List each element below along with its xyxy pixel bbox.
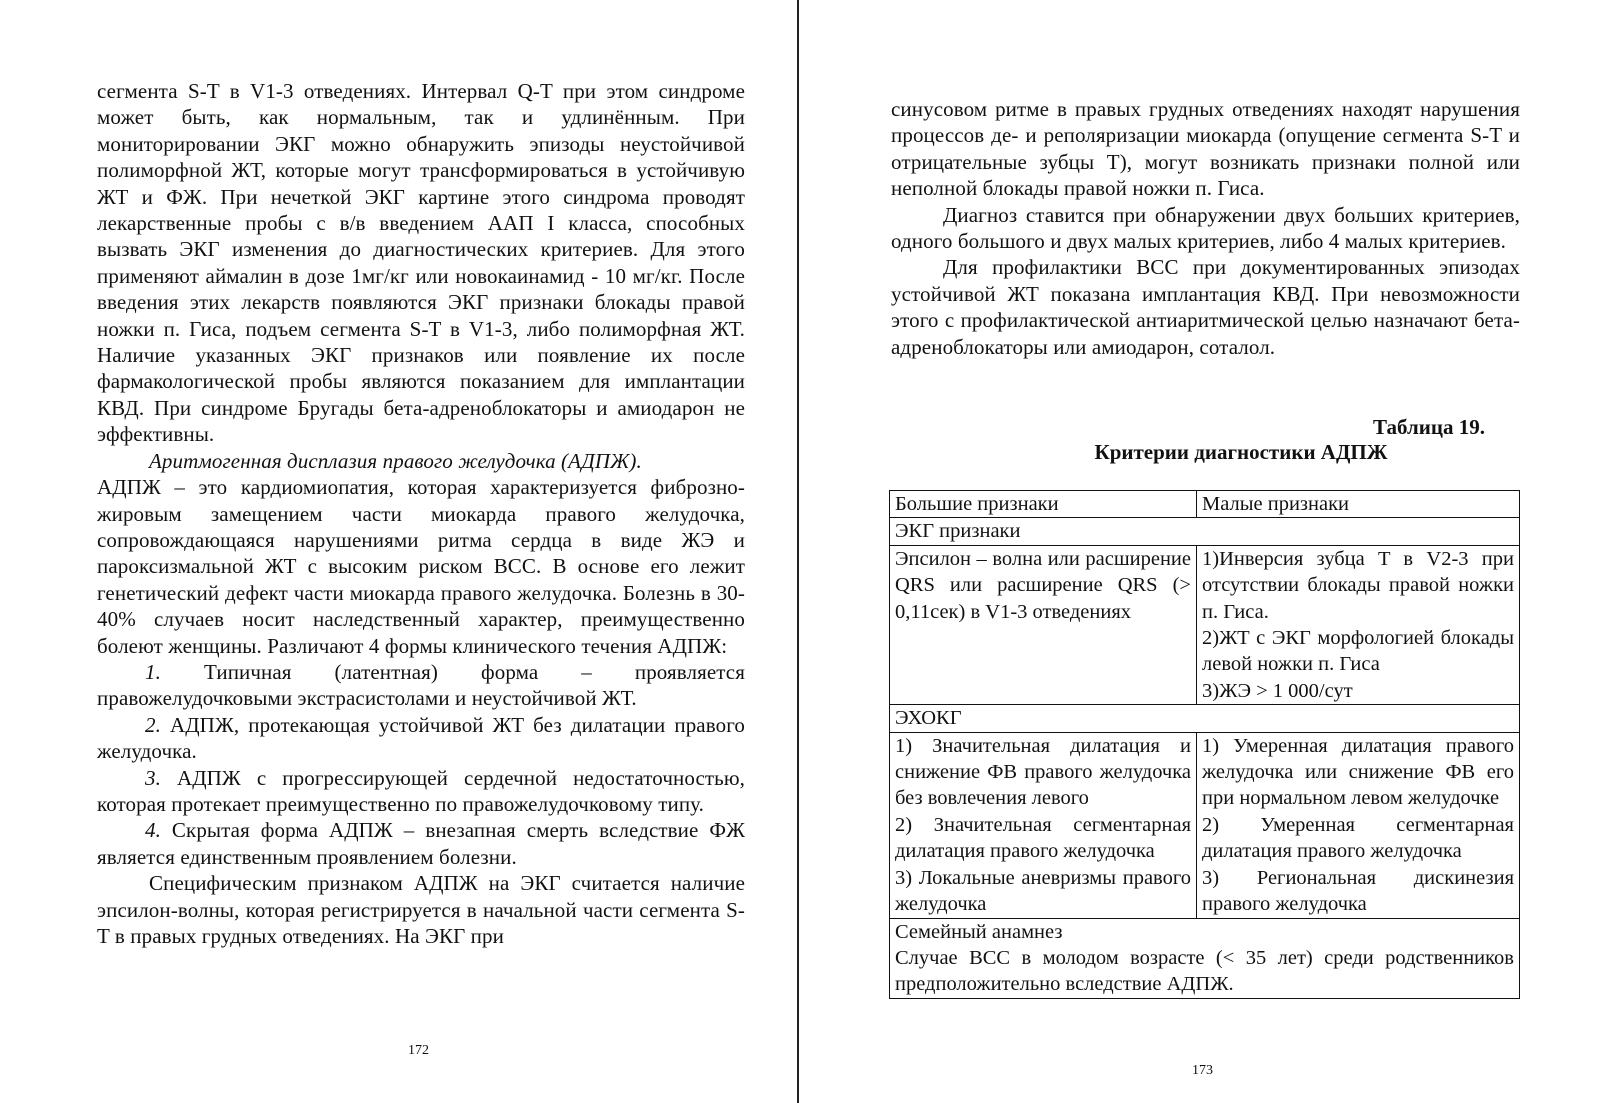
table-cell-minor [1197, 732, 1520, 918]
adpzh-paragraph [97, 448, 745, 474]
list-item-text: АДПЖ с прогрессирующей сердечной недостаточностью, которая протекает преимущественно по правожелудочковому типу. [97, 765, 745, 816]
page-number: 173 [1192, 1063, 1213, 1078]
table-title: Критерии диагностики АДПЖ [1094, 440, 1388, 464]
table-row [890, 732, 1520, 918]
paragraph: Специфическим признаком АДПЖ на ЭКГ считается наличие эпсилон-волны, которая регистрируется в начальной части сегмента S-T в правых грудных отведениях. На ЭКГ при [97, 871, 745, 948]
paragraph: Диагноз ставится при обнаружении двух больших критериев, одного большого и двух малых критериев, либо 4 малых критериев. [891, 202, 1520, 254]
list-item-number: 2. [145, 712, 161, 737]
family-history-title: Семейный анамнез [895, 920, 1063, 943]
table-header-cell: Малые признаки [1197, 491, 1520, 518]
paragraph: Для профилактики ВСС при документированных эпизодах устойчивой ЖТ показана имплантация КВД. При невозможности этого с профилактической антиаритмической целью назначают бета-адреноблокаторы или амиодарон, соталол. [891, 255, 1520, 359]
cell-line: 1) Умеренная дилатация правого желудочка или снижение ФВ его при нормальном левом желудочке [1202, 734, 1514, 810]
paragraph: синусовом ритме в правых грудных отведениях находят нарушения процессов де- и реполяризации миокарда (опущение сегмента S-T и отрицательные зубцы T), могут возникать признаки полной или неполной блокады правой ножки п. Гиса. [891, 97, 1520, 201]
right-page-text [891, 96, 1520, 360]
table-cell-major [890, 732, 1197, 918]
left-page [0, 0, 790, 1103]
list-item-number: 4. [145, 818, 161, 843]
table-cell-minor [1197, 545, 1520, 704]
cell-line: 2) Значительная сегментарная дилатация правого желудочка [895, 813, 1191, 863]
list-item [97, 659, 745, 712]
list-item [97, 712, 745, 765]
table-label: Таблица 19. [1373, 415, 1485, 439]
cell-line: 1) Значительная дилатация и снижение ФВ правого желудочка без вовлечения левого [895, 734, 1191, 810]
cell-line: 2)ЖТ с ЭКГ морфологией блокады левой ножки п. Гиса [1202, 627, 1514, 676]
table-row [890, 918, 1520, 998]
cell-line: 2) Умеренная сегментарная дилатация правого желудочка [1202, 813, 1514, 863]
list-item-number: 1. [145, 659, 161, 684]
right-page [800, 0, 1600, 1103]
cell-line: Эпсилон – волна или расширение QRS или расширение QRS (> 0,11сек) в V1-3 отведениях [895, 547, 1191, 623]
book-gutter [797, 0, 799, 1103]
table-section-row [890, 518, 1520, 545]
list-item-number: 3. [145, 765, 161, 790]
table-section-row [890, 705, 1520, 732]
cell-line: 1)Инверсия зубца T в V2-3 при отсутствии блокады правой ножки п. Гиса. [1202, 547, 1514, 623]
table-cell-family [890, 918, 1520, 998]
list-item [97, 765, 745, 818]
table-header-row [890, 491, 1520, 518]
page-number: 172 [408, 1043, 429, 1058]
criteria-table [889, 490, 1520, 999]
cell-line: 3)ЖЭ > 1 000/сут [1202, 679, 1353, 702]
list-item-text: Скрытая форма АДПЖ – внезапная смерть вследствие ФЖ является единственным проявлением болезни. [97, 818, 745, 869]
family-history-text: Случае ВСС в молодом возрасте (< 35 лет) среди родственников предположительно вследствие АДПЖ. [895, 946, 1514, 996]
left-page-text [97, 78, 745, 949]
table-cell-major [890, 545, 1197, 704]
cell-line: 3) Локальные аневризмы правого желудочка [895, 866, 1191, 916]
adpzh-heading: Аритмогенная дисплазия правого желудочка (АДПЖ). [149, 448, 642, 473]
list-item-text: Типичная (латентная) форма – проявляется правожелудочковыми экстрасистолами и неустойчивой ЖТ. [97, 659, 745, 711]
table-header-cell: Большие признаки [890, 491, 1197, 518]
table-section-title: ЭКГ признаки [890, 518, 1520, 545]
paragraph: АДПЖ – это кардиомиопатия, которая характеризуется фиброзно-жировым замещением части миокарда правого желудочка, сопровождающаяся нарушениями ритма сердца в виде ЖЭ и пароксизмальной ЖТ с высоким риском ВСС. В основе его лежит генетический дефект части миокарда правого желудочка. Болезнь в 30-40% случаев носит наследственный характер, преимущественно болеют женщины. Различают 4 формы клинического течения АДПЖ: [97, 475, 745, 658]
list-item-text: АДПЖ, протекающая устойчивой ЖТ без дилатации правого желудочка. [97, 712, 745, 764]
cell-line: 3) Региональная дискинезия правого желудочка [1202, 866, 1514, 916]
table-section-title: ЭХОКГ [890, 705, 1520, 732]
list-item [97, 817, 745, 870]
table-row [890, 545, 1520, 704]
paragraph: сегмента S-T в V1-3 отведениях. Интервал Q-T при этом синдроме может быть, как нормальным, так и удлинённым. При мониторировании ЭКГ можно обнаружить эпизоды неустойчивой полиморфной ЖТ, которые могут трансформироваться в устойчивую ЖТ и ФЖ. При нечеткой ЭКГ картине этого синдрома проводят лекарственные пробы с в/в введением ААП I класса, способных вызвать ЭКГ изменения до диагностических критериев. Для этого применяют аймалин в дозе 1мг/кг или новокаинамид - 10 мг/кг. После введения этих лекарств появляются ЭКГ признаки блокады правой ножки п. Гиса, подъем сегмента S-T в V1-3, либо полиморфная ЖТ. Наличие указанных ЭКГ признаков или появление их после фармакологической пробы являются показанием для имплантации КВД. При синдроме Бругады бета-адреноблокаторы и амиодарон не эффективны. [97, 79, 745, 447]
